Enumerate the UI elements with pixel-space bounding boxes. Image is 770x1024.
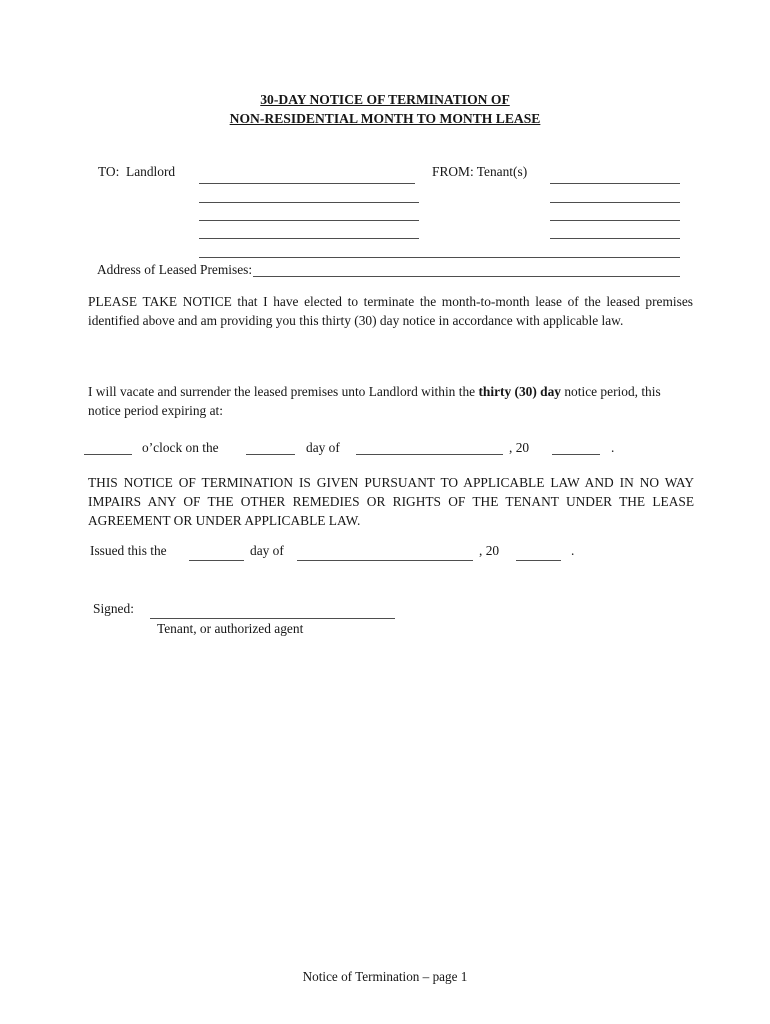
issued-year-label: , 20 [479,543,500,558]
legal-paragraph: THIS NOTICE OF TERMINATION IS GIVEN PURSUANT TO APPLICABLE LAW AND IN NO WAY IMPAIRS ANY OF THE OTHER REMEDIES OR RIGHTS OF THE TENANT UNDER THE LEASE AGREEMENT OR UNDER APPLICABLE LAW. [88,475,694,528]
tenant-name-line-2[interactable] [550,202,680,203]
issued-period: . [571,543,575,558]
landlord-name-line-4[interactable] [199,238,419,239]
tenant-name-line-4[interactable] [550,238,680,239]
expiry-day-blank[interactable] [246,454,295,455]
document-title [0,91,770,128]
vacate-text-pre: I will vacate and surrender the leased premises unto Landlord within the [88,384,479,399]
expiry-oclock-label: o’clock on the [142,440,219,455]
title-line-1: 30-DAY NOTICE OF TERMINATION OF [260,92,510,107]
premises-extra-line[interactable] [199,257,680,258]
signature-caption: Tenant, or authorized agent [157,621,304,636]
address-line[interactable] [253,276,680,277]
issued-month-blank[interactable] [297,560,473,561]
address-label: Address of Leased Premises: [97,262,253,277]
title-line-2: NON-RESIDENTIAL MONTH TO MONTH LEASE [229,110,541,126]
issued-year-blank[interactable] [516,560,561,561]
tenant-name-line-1[interactable] [550,183,680,184]
signed-label: Signed: [93,601,134,616]
signature-line[interactable] [150,618,395,619]
landlord-name-line-3[interactable] [199,220,419,221]
expiry-month-blank[interactable] [356,454,503,455]
expiry-year-label: , 20 [509,440,530,455]
tenant-name-line-3[interactable] [550,220,680,221]
vacate-paragraph [88,383,693,420]
page-footer: Notice of Termination – page 1 [302,969,468,984]
landlord-name-line-1[interactable] [199,183,415,184]
from-tenant-label: FROM: Tenant(s) [432,164,528,179]
issued-label: Issued this the [90,543,167,558]
expiry-year-blank[interactable] [552,454,600,455]
vacate-text-bold: thirty (30) day [478,384,562,399]
vacate-text-post: notice period, this notice period expiring at: [88,384,661,418]
issued-day-blank[interactable] [189,560,244,561]
issued-day-of-label: day of [250,543,284,558]
expiry-period: . [611,440,615,455]
notice-paragraph: PLEASE TAKE NOTICE that I have elected to terminate the month-to-month lease of the leased premises identified above and am providing you this thirty (30) day notice in accordance with applicable law. [88,294,693,328]
landlord-name-line-2[interactable] [199,202,419,203]
to-landlord-label: TO: Landlord [98,164,176,179]
expiry-time-blank[interactable] [84,454,132,455]
expiry-day-of-label: day of [306,440,340,455]
